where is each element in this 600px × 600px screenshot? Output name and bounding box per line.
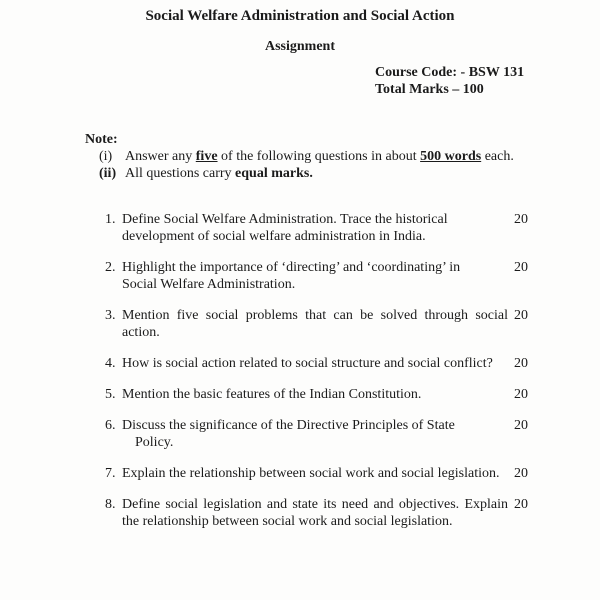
note-item-2 <box>85 165 600 182</box>
question-row-4 <box>105 355 600 372</box>
question-text <box>122 386 508 403</box>
course-info <box>375 64 600 98</box>
question-number: 3. <box>105 308 116 323</box>
note-marker-i: (i) <box>99 149 113 164</box>
question-number: 7. <box>105 466 116 481</box>
question-line: Social Welfare Administration. <box>122 277 296 292</box>
question-list <box>105 211 600 530</box>
question-line: Explain the relationship between social work and social legislation. <box>122 466 500 481</box>
note-text-1 <box>125 148 514 165</box>
question-text <box>122 211 508 245</box>
question-line: Mention the basic features of the Indian Constitution. <box>122 387 422 402</box>
question-marks: 20 <box>514 497 528 512</box>
question-line: Discuss the significance of the Directive Principles of State <box>122 418 455 433</box>
question-line: the relationship between social work and social legislation. <box>122 514 453 529</box>
note-item-1 <box>85 148 600 165</box>
note-1-post: each. <box>481 149 514 164</box>
question-row-2 <box>105 259 600 293</box>
question-line: action. <box>122 325 160 340</box>
question-text <box>122 355 508 372</box>
question-row-7 <box>105 465 600 482</box>
question-marks: 20 <box>514 356 528 371</box>
question-row-8 <box>105 496 600 530</box>
question-number: 5. <box>105 387 116 402</box>
question-marks: 20 <box>514 466 528 481</box>
question-line: Policy. <box>135 435 174 450</box>
question-text <box>122 496 508 530</box>
note-section <box>85 131 600 182</box>
note-1-emph-words: 500 words <box>420 149 482 164</box>
question-text <box>122 417 508 451</box>
question-row-3 <box>105 307 600 341</box>
question-marks: 20 <box>514 260 528 275</box>
question-line: Mention five social problems that can be solved through social <box>122 308 508 323</box>
question-marks: 20 <box>514 212 528 227</box>
question-line: development of social welfare administration in India. <box>122 229 426 244</box>
total-marks: Total Marks – 100 <box>375 82 484 97</box>
question-line: Define social legislation and state its need and objectives. Explain <box>122 497 508 512</box>
question-line: How is social action related to social structure and social conflict? <box>122 356 493 371</box>
note-1-emph-five: five <box>195 149 218 164</box>
assignment-subtitle: Assignment <box>264 39 335 54</box>
page-title: Social Welfare Administration and Social Action <box>145 8 455 24</box>
question-marks: 20 <box>514 308 528 323</box>
question-text <box>122 465 508 482</box>
question-marks: 20 <box>514 418 528 433</box>
note-2-emph-marks: equal marks. <box>235 166 313 181</box>
question-number: 4. <box>105 356 116 371</box>
note-1-mid: of the following questions in about <box>217 149 421 164</box>
question-line: Define Social Welfare Administration. Trace the historical <box>122 212 448 227</box>
note-text-2 <box>125 165 313 182</box>
question-line: Highlight the importance of ‘directing’ and ‘coordinating’ in <box>122 260 461 275</box>
question-number: 8. <box>105 497 116 512</box>
question-row-1 <box>105 211 600 245</box>
question-number: 6. <box>105 418 116 433</box>
question-number: 1. <box>105 212 116 227</box>
course-code: Course Code: - BSW 131 <box>375 65 525 80</box>
note-1-pre: Answer any <box>125 149 196 164</box>
note-2-pre: All questions carry <box>125 166 236 181</box>
question-row-6 <box>105 417 600 451</box>
question-row-5 <box>105 386 600 403</box>
note-marker-ii: (ii) <box>99 166 117 181</box>
note-label: Note: <box>85 132 118 147</box>
question-marks: 20 <box>514 387 528 402</box>
question-text <box>122 259 508 293</box>
question-number: 2. <box>105 260 116 275</box>
question-text <box>122 307 508 341</box>
